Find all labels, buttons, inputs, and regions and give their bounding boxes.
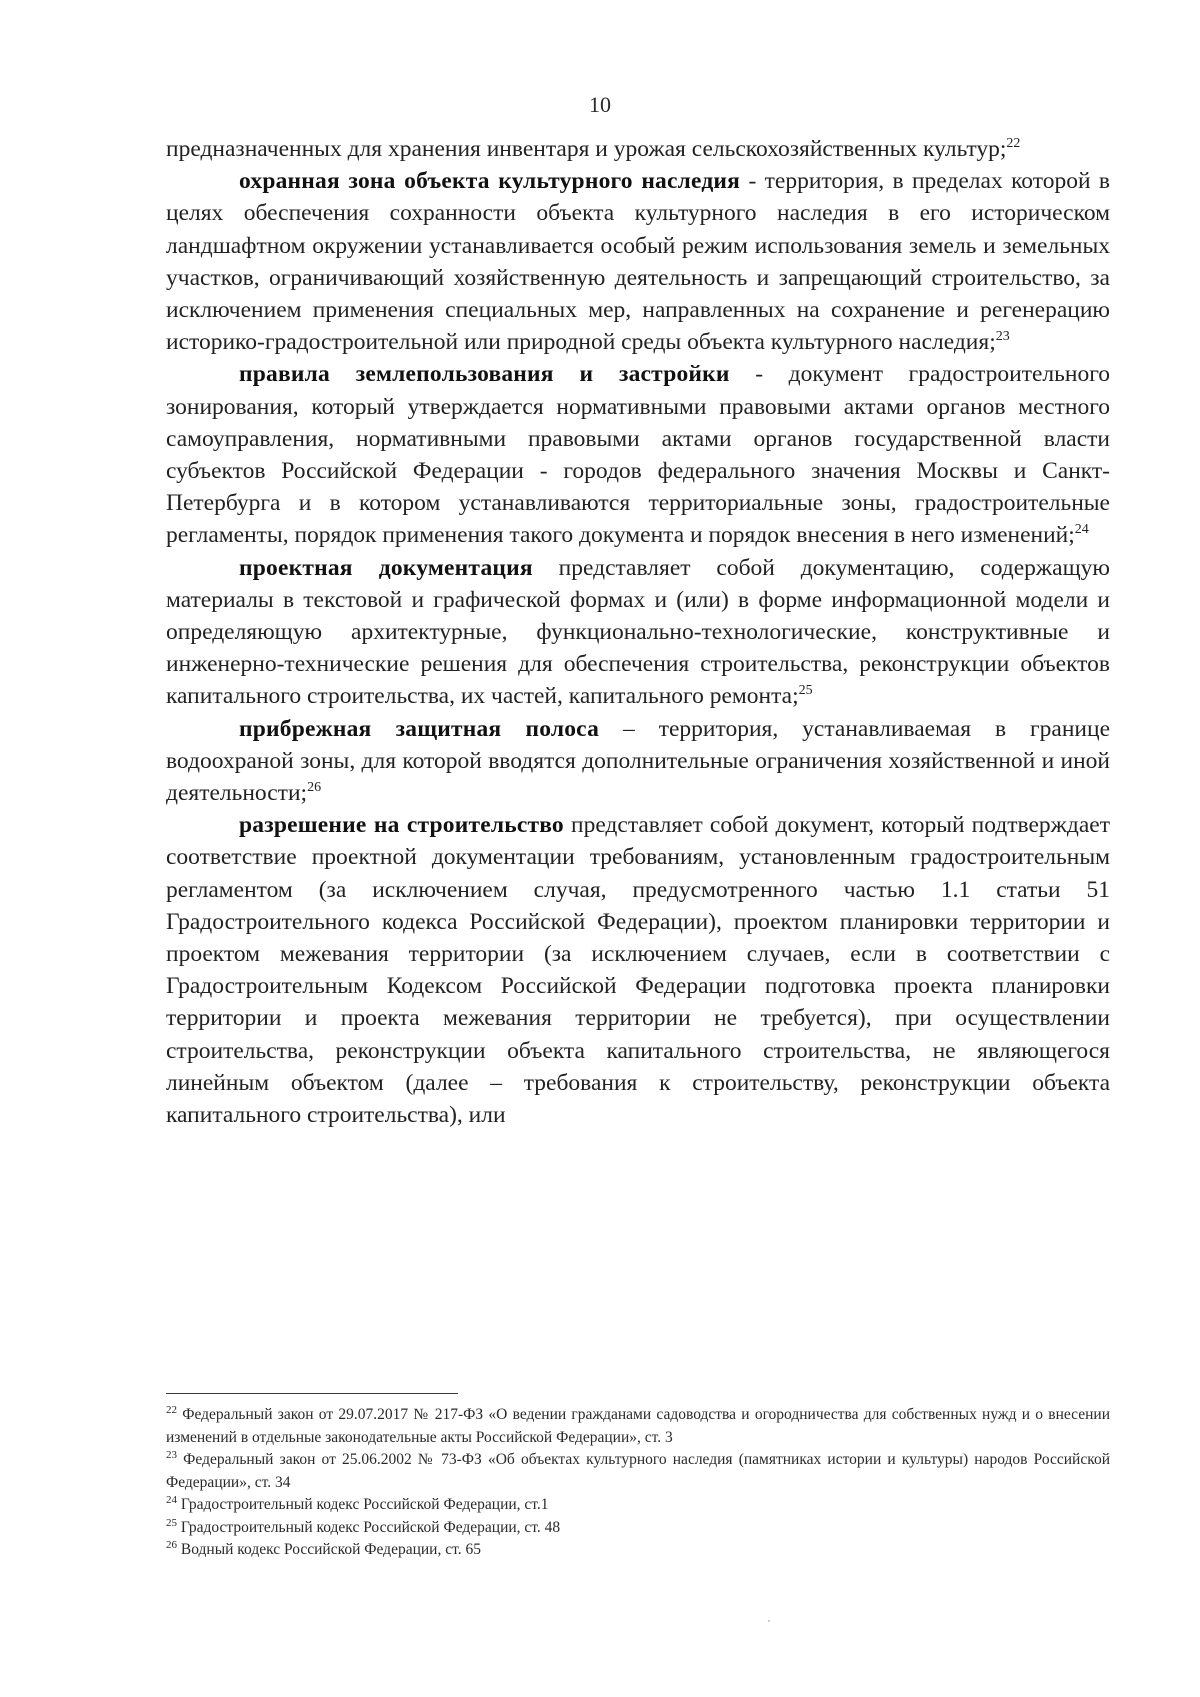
paragraph-text: предназначенных для хранения инвентаря и урожая сельскохозяйственных культур; [166, 136, 1007, 162]
footnote-ref: 26 [307, 780, 322, 796]
definition-text: представляет собой документацию, содержащую материалы в текстовой и графической формах и (или) в форме информационной модели и определяющую архитектурные, функционально-технологические, конструктивные и инженерно-технические решения для обеспечения строительства, реконструкции объектов капитального строительства, их частей, капитального ремонта; [166, 554, 1110, 710]
definition-building-permit [166, 809, 1110, 1131]
definition-project-documentation [166, 552, 1110, 713]
footnote-ref: 25 [798, 683, 813, 699]
footnote-number: 23 [166, 1448, 177, 1461]
footnote-text: Федеральный закон от 29.07.2017 № 217-ФЗ «О ведении гражданами садоводства и огородничества для собственных нужд и о внесении изменений в отдельные законодательные акты Российской Федерации», ст. 3 [166, 1406, 1110, 1446]
definition-text: представляет собой документ, который подтверждает соответствие проектной документации требованиям, установленным градостроительным регламентом (за исключением случая, предусмотренного частью 1.1 статьи 51 Градостроительного кодекса Российской Федерации), проектом планировки территории и проектом межевания территории (за исключением случаев, если в соответствии с Градостроительным Кодексом Российской Федерации подготовка проекта планировки территории и проекта межевания территории не требуется), при осуществлении строительства, реконструкции объекта капитального строительства, не являющегося линейным объектом (далее – требования к строительству, реконструкции объекта капитального строительства), или [166, 812, 1110, 1129]
definition-text: - территория, в пределах которой в целях обеспечения сохранности объекта культурного наследия в его историческом ландшафтном окружении устанавливается особый режим использования земель и земельных участков, ограничивающий хозяйственную деятельность и запрещающий строительство, за исключением применения специальных мер, направленных на сохранение и регенерацию историко-градостроительной или природной среды объекта культурного наследия; [166, 168, 1110, 356]
scan-speck [768, 1620, 770, 1622]
defined-term: разрешение на строительство [239, 812, 564, 839]
definition-coastal-protection-strip [166, 713, 1110, 810]
footnote-text: Градостроительный кодекс Российской Федерации, ст. 48 [177, 1518, 561, 1536]
footnote [166, 1539, 1110, 1562]
body-text [166, 133, 1110, 1131]
page-number: 10 [589, 92, 611, 117]
definition-land-use-rules [166, 358, 1110, 551]
defined-term: прибрежная защитная полоса [239, 715, 600, 742]
footnote-number: 24 [166, 1493, 177, 1506]
definition-text: - документ градостроительного зонирования, который утверждается нормативными правовыми актами органов местного самоуправления, нормативными правовыми актами органов государственной власти субъектов Российской Федерации - городов федерального значения Москвы и Санкт-Петербурга и в котором устанавливаются территориальные зоны, градостроительные регламенты, порядок применения такого документа и порядок внесения в него изменений; [166, 361, 1111, 549]
footnote [166, 1449, 1110, 1494]
footnotes [166, 1404, 1110, 1562]
footnote-divider [166, 1393, 458, 1394]
footnote [166, 1404, 1110, 1449]
footnote-ref: 23 [995, 329, 1010, 345]
footnote-text: Градостроительный кодекс Российской Федерации, ст.1 [177, 1496, 549, 1513]
footnote-ref: 22 [1006, 136, 1021, 152]
footnote-ref: 24 [1074, 522, 1089, 538]
footnote-number: 22 [166, 1403, 177, 1416]
footnote [166, 1494, 1110, 1517]
definition-text: – территория, устанавливаемая в границе водоохраной зоны, для которой вводятся дополнительные ограничения хозяйственной и иной деятельности; [166, 715, 1110, 807]
footnote-text: Водный кодекс Российской Федерации, ст. 65 [177, 1541, 481, 1558]
footnote-number: 25 [166, 1516, 177, 1529]
defined-term: охранная зона объекта культурного наследия [239, 168, 741, 195]
footnote [166, 1517, 1110, 1540]
footnote-text: Федеральный закон от 25.06.2002 № 73-ФЗ «Об объектах культурного наследия (памятниках истории и культуры) народов Российской Федерации», ст. 34 [166, 1451, 1110, 1491]
paragraph-continuation [166, 133, 1110, 165]
defined-term: правила землепользования и застройки [239, 361, 730, 388]
definition-cultural-heritage-zone [166, 165, 1110, 358]
defined-term: проектная документация [239, 554, 533, 581]
footnote-number: 26 [166, 1538, 177, 1551]
